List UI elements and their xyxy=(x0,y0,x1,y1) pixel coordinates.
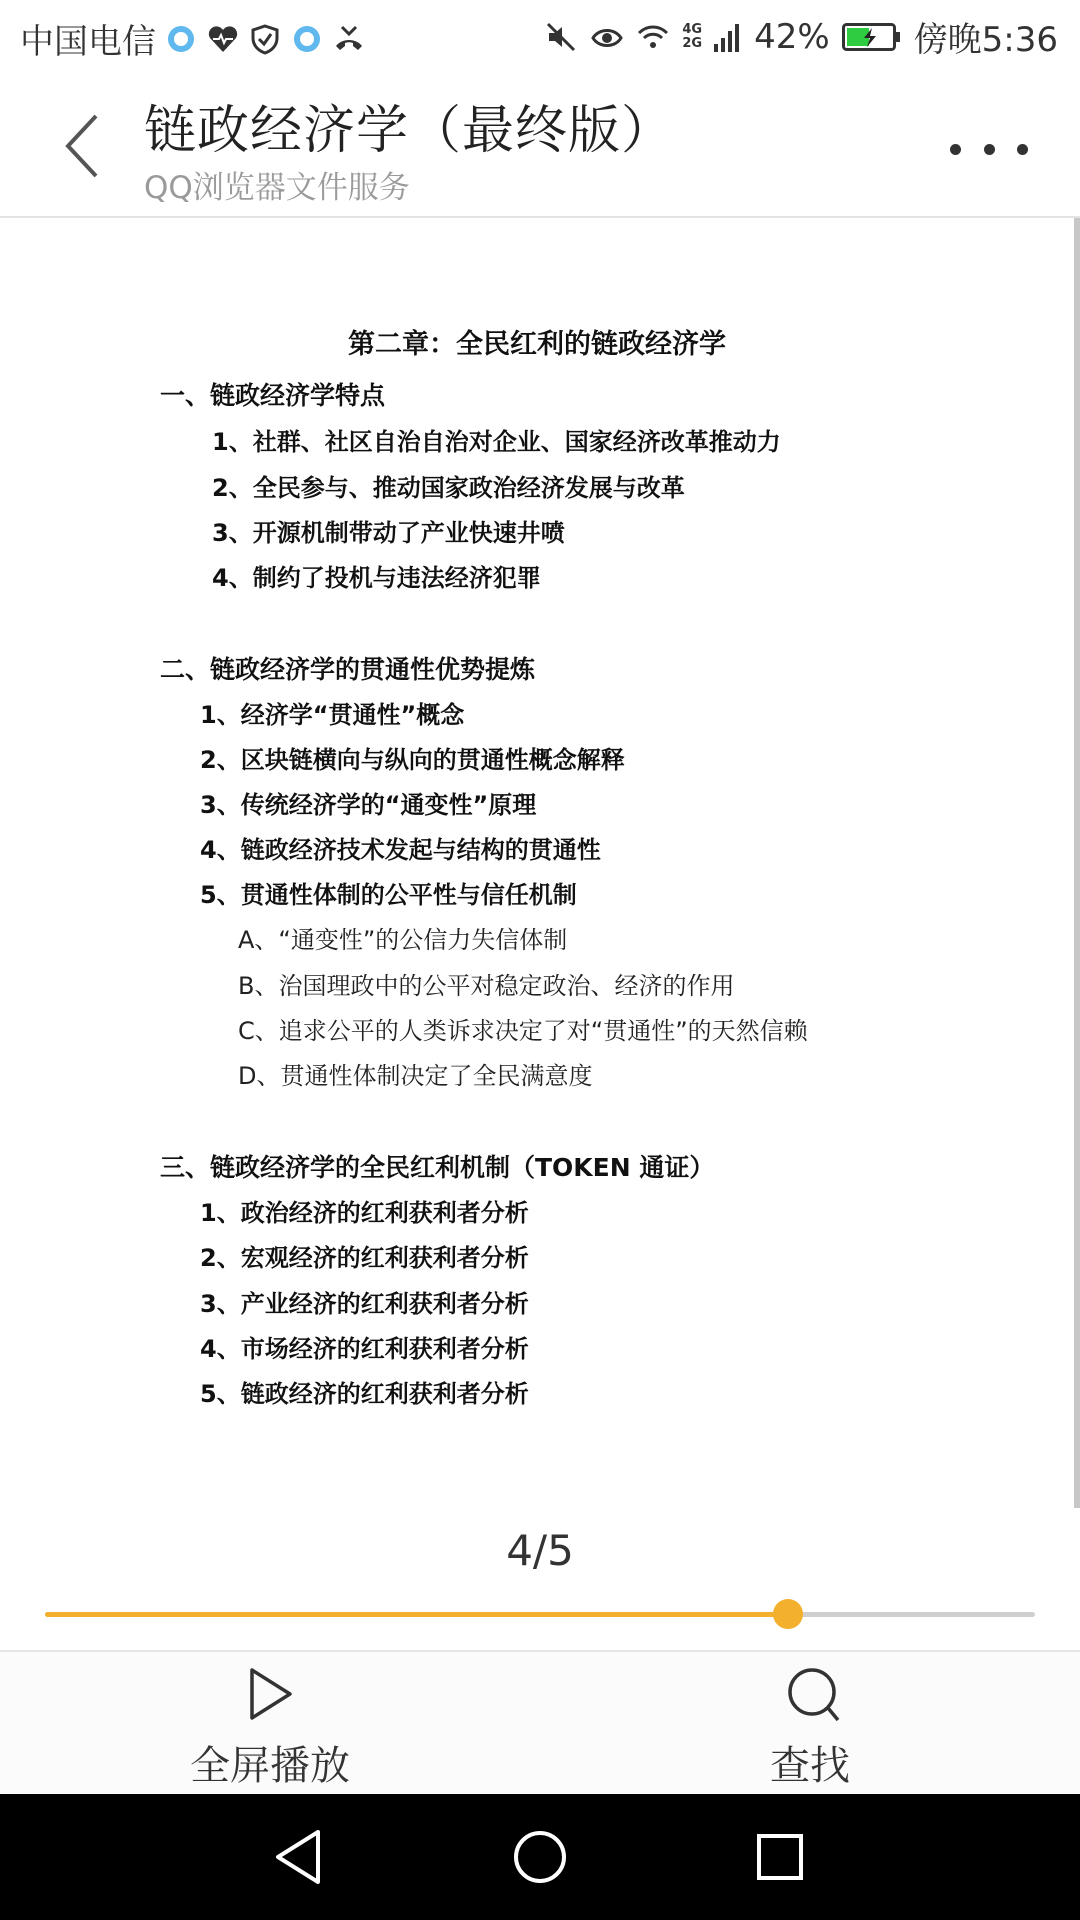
back-button[interactable] xyxy=(56,104,116,188)
outline-item: 1、经济学“贯通性”概念 xyxy=(200,701,465,729)
network-bottom: 2G xyxy=(682,35,703,51)
nav-back-icon[interactable] xyxy=(266,1824,332,1890)
bottom-toolbar xyxy=(0,1650,1080,1796)
chapter-title: 第二章：全民红利的链政经济学 xyxy=(348,329,726,360)
outline-item: 4、市场经济的红利获利者分析 xyxy=(200,1335,529,1363)
outline-item: 1、社群、社区自治自治对企业、国家经济改革推动力 xyxy=(212,428,781,456)
fullscreen-play-button[interactable] xyxy=(150,1652,390,1796)
find-label: 查找 xyxy=(770,1743,850,1789)
outline-item: 3、产业经济的红利获利者分析 xyxy=(200,1290,529,1318)
network-type xyxy=(682,23,702,51)
progress-fill xyxy=(45,1612,788,1617)
outline-subitem: B、治国理政中的公平对稳定政治、经济的作用 xyxy=(238,972,735,1000)
more-dot-icon xyxy=(1017,144,1028,155)
battery-percent: 42% xyxy=(754,16,830,57)
outline-subitem: A、“通变性”的公信力失信体制 xyxy=(238,926,568,954)
page-indicator: 4/5 xyxy=(506,1526,574,1575)
signal-icon xyxy=(714,20,742,54)
progress-thumb[interactable] xyxy=(773,1599,803,1629)
network-top: 4G xyxy=(682,21,703,37)
more-dot-icon xyxy=(984,144,995,155)
status-right xyxy=(544,12,1058,61)
clock: 傍晚5:36 xyxy=(913,20,1058,60)
find-button[interactable] xyxy=(690,1652,930,1796)
outline-item: 3、传统经济学的“通变性”原理 xyxy=(200,791,537,819)
outline-item: 4、链政经济技术发起与结构的贯通性 xyxy=(200,836,601,864)
document-scrollbar[interactable] xyxy=(1074,218,1080,1508)
status-left xyxy=(20,14,366,63)
system-navigation-bar xyxy=(0,1794,1080,1920)
outline-subitem: D、贯通性体制决定了全民满意度 xyxy=(238,1062,593,1090)
nav-home-icon[interactable] xyxy=(507,1824,573,1890)
more-dot-icon xyxy=(950,144,961,155)
play-icon xyxy=(246,1666,294,1722)
outline-item: 2、区块链横向与纵向的贯通性概念解释 xyxy=(200,746,625,774)
section-heading: 三、链政经济学的全民红利机制（TOKEN 通证） xyxy=(160,1153,715,1182)
app-header xyxy=(0,74,1080,218)
wifi-icon xyxy=(636,20,670,54)
document-title: 链政经济学（最终版） xyxy=(144,101,675,161)
browser-notification-icon xyxy=(164,22,198,56)
health-heart-icon xyxy=(206,22,240,56)
section-heading: 二、链政经济学的贯通性优势提炼 xyxy=(160,655,536,684)
page-progress-slider[interactable] xyxy=(45,1612,1035,1617)
outline-item: 2、全民参与、推动国家政治经济发展与改革 xyxy=(212,474,685,502)
section-heading: 一、链政经济学特点 xyxy=(160,381,386,410)
outline-item: 3、开源机制带动了产业快速井喷 xyxy=(212,519,565,547)
document-source: QQ浏览器文件服务 xyxy=(144,170,410,206)
document-page[interactable] xyxy=(0,218,1074,1500)
fullscreen-play-label: 全屏播放 xyxy=(190,1743,350,1789)
outline-item: 2、宏观经济的红利获利者分析 xyxy=(200,1244,529,1272)
search-icon xyxy=(786,1666,842,1724)
outline-item: 1、政治经济的红利获利者分析 xyxy=(200,1199,529,1227)
outline-subitem: C、追求公平的人类诉求决定了对“贯通性”的天然信赖 xyxy=(238,1017,808,1045)
nav-recents-icon[interactable] xyxy=(747,1824,813,1890)
outline-item: 5、链政经济的红利获利者分析 xyxy=(200,1380,529,1408)
eye-comfort-icon xyxy=(590,20,624,54)
battery-charging-icon xyxy=(842,22,902,52)
shield-icon xyxy=(248,22,282,56)
status-bar xyxy=(0,0,1080,74)
missed-call-icon xyxy=(332,22,366,56)
outline-item: 5、贯通性体制的公平性与信任机制 xyxy=(200,881,577,909)
carrier-name: 中国电信 xyxy=(20,22,156,62)
mute-icon xyxy=(544,20,578,54)
more-options-button[interactable] xyxy=(950,134,1028,164)
outline-item: 4、制约了投机与违法经济犯罪 xyxy=(212,564,541,592)
browser-notification-icon xyxy=(290,22,324,56)
